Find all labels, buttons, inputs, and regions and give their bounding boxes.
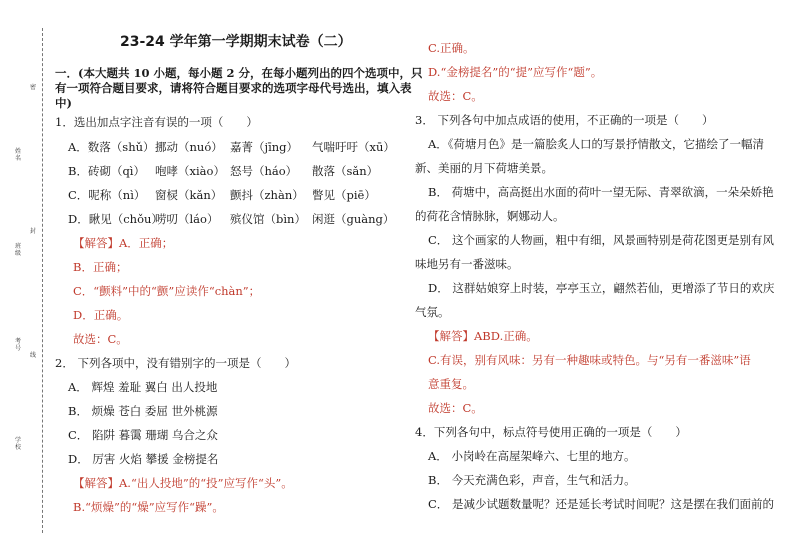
q1-option-a-4: 气喘吁吁（xū） bbox=[312, 140, 395, 154]
q1-option-b-4: 散落（sǎn） bbox=[312, 164, 379, 178]
q3-answer-line-1: 【解答】ABD.正确。 bbox=[428, 329, 538, 343]
q1-option-b-1: B．砖砌（qì） bbox=[68, 164, 145, 178]
q1-answer-line-3: C．“颤料”中的“颤”应读作“chàn”； bbox=[73, 284, 261, 298]
q2-answer-line-2: B.“烦燥”的“燥”应写作“躁”。 bbox=[73, 500, 224, 514]
binding-label-name: 姓名 bbox=[15, 148, 22, 162]
q3-answer-line-2: C.有误，别有风味：另有一种趣味或特色。与“另有一番滋味”语 bbox=[428, 353, 751, 367]
q2-option-d: D． 厉害 火焰 攀援 金榜提名 bbox=[68, 452, 219, 466]
q1-option-b-3: 怒号（háo） bbox=[230, 164, 298, 178]
q3-option-line-7: D． 这群姑娘穿上时装，亭亭玉立，翩然若仙，更增添了节日的欢庆 bbox=[428, 281, 775, 295]
q3-answer-line-4: 故选：C。 bbox=[428, 401, 483, 415]
q3-stem: 3． 下列各句中加点成语的使用，不正确的一项是（ ） bbox=[415, 113, 714, 127]
section-instructions-line-3: 中) bbox=[55, 96, 72, 110]
q2-answer-line-4: D.“金榜提名”的“提”应写作“题”。 bbox=[428, 65, 603, 79]
q2-stem: 2． 下列各项中，没有错别字的一项是（ ） bbox=[55, 356, 296, 370]
binding-dashed-line bbox=[42, 28, 43, 533]
q1-option-c-2: 窗棂（kǎn） bbox=[155, 188, 223, 202]
q1-option-d-4: 闲逛（guàng） bbox=[312, 212, 395, 226]
binding-mark-xian: 线 bbox=[30, 352, 37, 359]
binding-label-class: 班级 bbox=[15, 243, 22, 257]
q1-option-d-1: D．瞅见（chǒu） bbox=[68, 212, 163, 226]
q1-option-c-3: 颤抖（zhàn） bbox=[230, 188, 304, 202]
q4-option-c: C． 是减少试题数量呢？还是延长考试时间呢？这是摆在我们面前的 bbox=[428, 497, 774, 511]
q4-option-a: A． 小岗岭在高屋架峰六、七里的地方。 bbox=[428, 449, 636, 463]
q1-stem: 1．选出加点字注音有误的一项（ ） bbox=[55, 115, 258, 129]
q2-option-a: A． 辉煌 羞耻 翼白 出人投地 bbox=[68, 380, 218, 394]
binding-label-exam-no: 考号 bbox=[15, 338, 22, 352]
q3-option-line-8: 气氛。 bbox=[415, 305, 450, 319]
q3-option-line-2: 新、美丽的月下荷塘美景。 bbox=[415, 161, 553, 175]
q1-option-c-4: 瞥见（piē） bbox=[312, 188, 376, 202]
section-instructions-line-2: 有一项符合题目要求，请将符合题目要求的选项字母代号选出，填入表 bbox=[55, 81, 412, 95]
q1-option-a-3: 嘉菁（jīng） bbox=[230, 140, 299, 154]
q2-option-b: B． 烦燥 苍白 委屈 世外桃源 bbox=[68, 404, 218, 418]
q2-option-c: C． 陷阱 暮霭 珊瑚 乌合之众 bbox=[68, 428, 218, 442]
q1-option-a-1: A．数落（shǔ） bbox=[68, 140, 155, 154]
q1-option-d-2: 唠叨（láo） bbox=[155, 212, 219, 226]
binding-mark-feng: 封 bbox=[30, 228, 37, 235]
q2-answer-line-1: 【解答】A.“出人投地”的“投”应写作“头”。 bbox=[73, 476, 293, 490]
q4-stem: 4．下列各句中，标点符号使用正确的一项是（ ） bbox=[415, 425, 687, 439]
q1-option-b-2: 咆哮（xiào） bbox=[155, 164, 225, 178]
q1-option-a-2: 挪动（nuó） bbox=[155, 140, 223, 154]
q3-option-line-5: C． 这个画家的人物画，粗中有细，风景画特别是荷花图更是别有风 bbox=[428, 233, 774, 247]
q3-option-line-1: A．《荷塘月色》是一篇脍炙人口的写景抒情散文，它描绘了一幅清 bbox=[428, 137, 765, 151]
q3-option-line-4: 的荷花含情脉脉，婀娜动人。 bbox=[415, 209, 565, 223]
q1-answer-line-1: 【解答】A．正确； bbox=[73, 236, 174, 250]
q2-answer-line-5: 故选：C。 bbox=[428, 89, 483, 103]
binding-mark-mi: 密 bbox=[30, 84, 37, 91]
q3-option-line-6: 味地另有一番滋味。 bbox=[415, 257, 519, 271]
q1-answer-line-4: D．正确。 bbox=[73, 308, 129, 322]
q1-answer-line-5: 故选：C。 bbox=[73, 332, 128, 346]
q1-option-c-1: C．呢称（nì） bbox=[68, 188, 146, 202]
q4-option-b: B． 今天充满色彩，声音，生气和活力。 bbox=[428, 473, 636, 487]
q3-answer-line-3: 意重复。 bbox=[428, 377, 474, 391]
q1-option-d-3: 殡仪馆（bìn） bbox=[230, 212, 306, 226]
q3-option-line-3: B． 荷塘中，高高挺出水面的荷叶一望无际、青翠欲滴，一朵朵娇艳 bbox=[428, 185, 774, 199]
q2-answer-line-3: C.正确。 bbox=[428, 41, 475, 55]
q1-answer-line-2: B．正确； bbox=[73, 260, 128, 274]
page-title: 23-24 学年第一学期期末试卷（二） bbox=[120, 34, 352, 50]
section-instructions-line-1: 一．(本大题共 10 小题，每小题 2 分，在每小题列出的四个选项中，只 bbox=[55, 66, 423, 80]
binding-label-school: 学校 bbox=[15, 437, 22, 451]
